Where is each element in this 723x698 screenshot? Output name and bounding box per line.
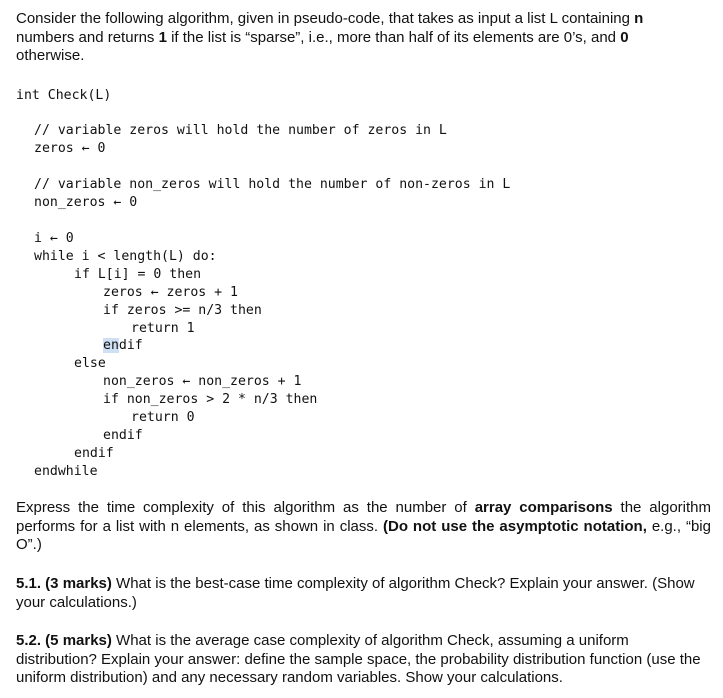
intro-bold-1: 1 — [158, 28, 167, 46]
intro-text-2: numbers and returns — [16, 28, 159, 46]
question-5-2 — [16, 632, 706, 688]
code-comment-zeros: // variable zeros will hold the number of zeros in L — [34, 123, 447, 138]
express-text-2: the algorithm performs for a list with n elements, as shown in class. — [16, 499, 711, 535]
code-return-0: return 0 — [131, 410, 195, 425]
intro-text-4: otherwise. — [16, 47, 85, 64]
code-return-1: return 1 — [131, 321, 195, 336]
code-inc-nonzeros: non_zeros ← non_zeros + 1 — [103, 374, 302, 389]
express-bold-2: (Do not use the asymptotic notation, — [383, 517, 647, 535]
code-endwhile: endwhile — [34, 464, 98, 479]
intro-bold-n: n — [634, 10, 644, 27]
express-paragraph — [16, 499, 711, 555]
code-endif-inner — [103, 337, 143, 355]
code-init-zeros: zeros ← 0 — [34, 141, 106, 156]
code-if-zeros: if zeros >= n/3 then — [103, 303, 262, 318]
code-inc-zeros: zeros ← zeros + 1 — [103, 285, 238, 300]
question-5-1-text: What is the best-case time complexity of algorithm Check? Explain your answer. (Show your calculations.) — [16, 575, 695, 611]
question-5-2-text: What is the average case complexity of algorithm Check, assuming a uniform distribution? Explain your answer: define the sample space, the probability distribution function (use the uniform distribution) and any necessary random variables. Show your calculations. — [16, 632, 701, 686]
question-5-1-label: 5.1. (3 marks) — [16, 575, 112, 592]
intro-paragraph — [16, 10, 711, 66]
intro-text-1: Consider the following algorithm, given in pseudo-code, that takes as input a list L containing — [16, 10, 635, 27]
code-init-nonzeros: non_zeros ← 0 — [34, 195, 138, 210]
express-text-1: Express the time complexity of this algorithm as the number of — [16, 499, 475, 516]
code-endif-inner-2: endif — [103, 428, 143, 443]
code-signature: int Check(L) — [16, 88, 112, 103]
code-endif-inner-rest: dif — [118, 338, 143, 353]
express-text-3: e.g., “big O”.) — [16, 517, 711, 553]
code-while: while i < length(L) do: — [34, 249, 217, 264]
code-if-nonzeros: if non_zeros > 2 * n/3 then — [103, 392, 318, 407]
code-endif-outer: endif — [74, 446, 114, 461]
code-else: else — [74, 356, 106, 371]
question-5-1 — [16, 575, 706, 612]
code-init-i: i ← 0 — [34, 231, 74, 246]
intro-bold-0: 0 — [620, 28, 629, 46]
express-bold-1: array comparisons — [474, 499, 613, 516]
code-comment-nonzeros: // variable non_zeros will hold the number of non-zeros in L — [34, 177, 511, 192]
code-if-zero: if L[i] = 0 then — [74, 267, 202, 282]
cursor-highlight: en — [103, 338, 119, 353]
question-5-2-label: 5.2. (5 marks) — [16, 632, 112, 649]
intro-text-3: if the list is “sparse”, i.e., more than half of its elements are 0’s, and — [166, 28, 621, 46]
